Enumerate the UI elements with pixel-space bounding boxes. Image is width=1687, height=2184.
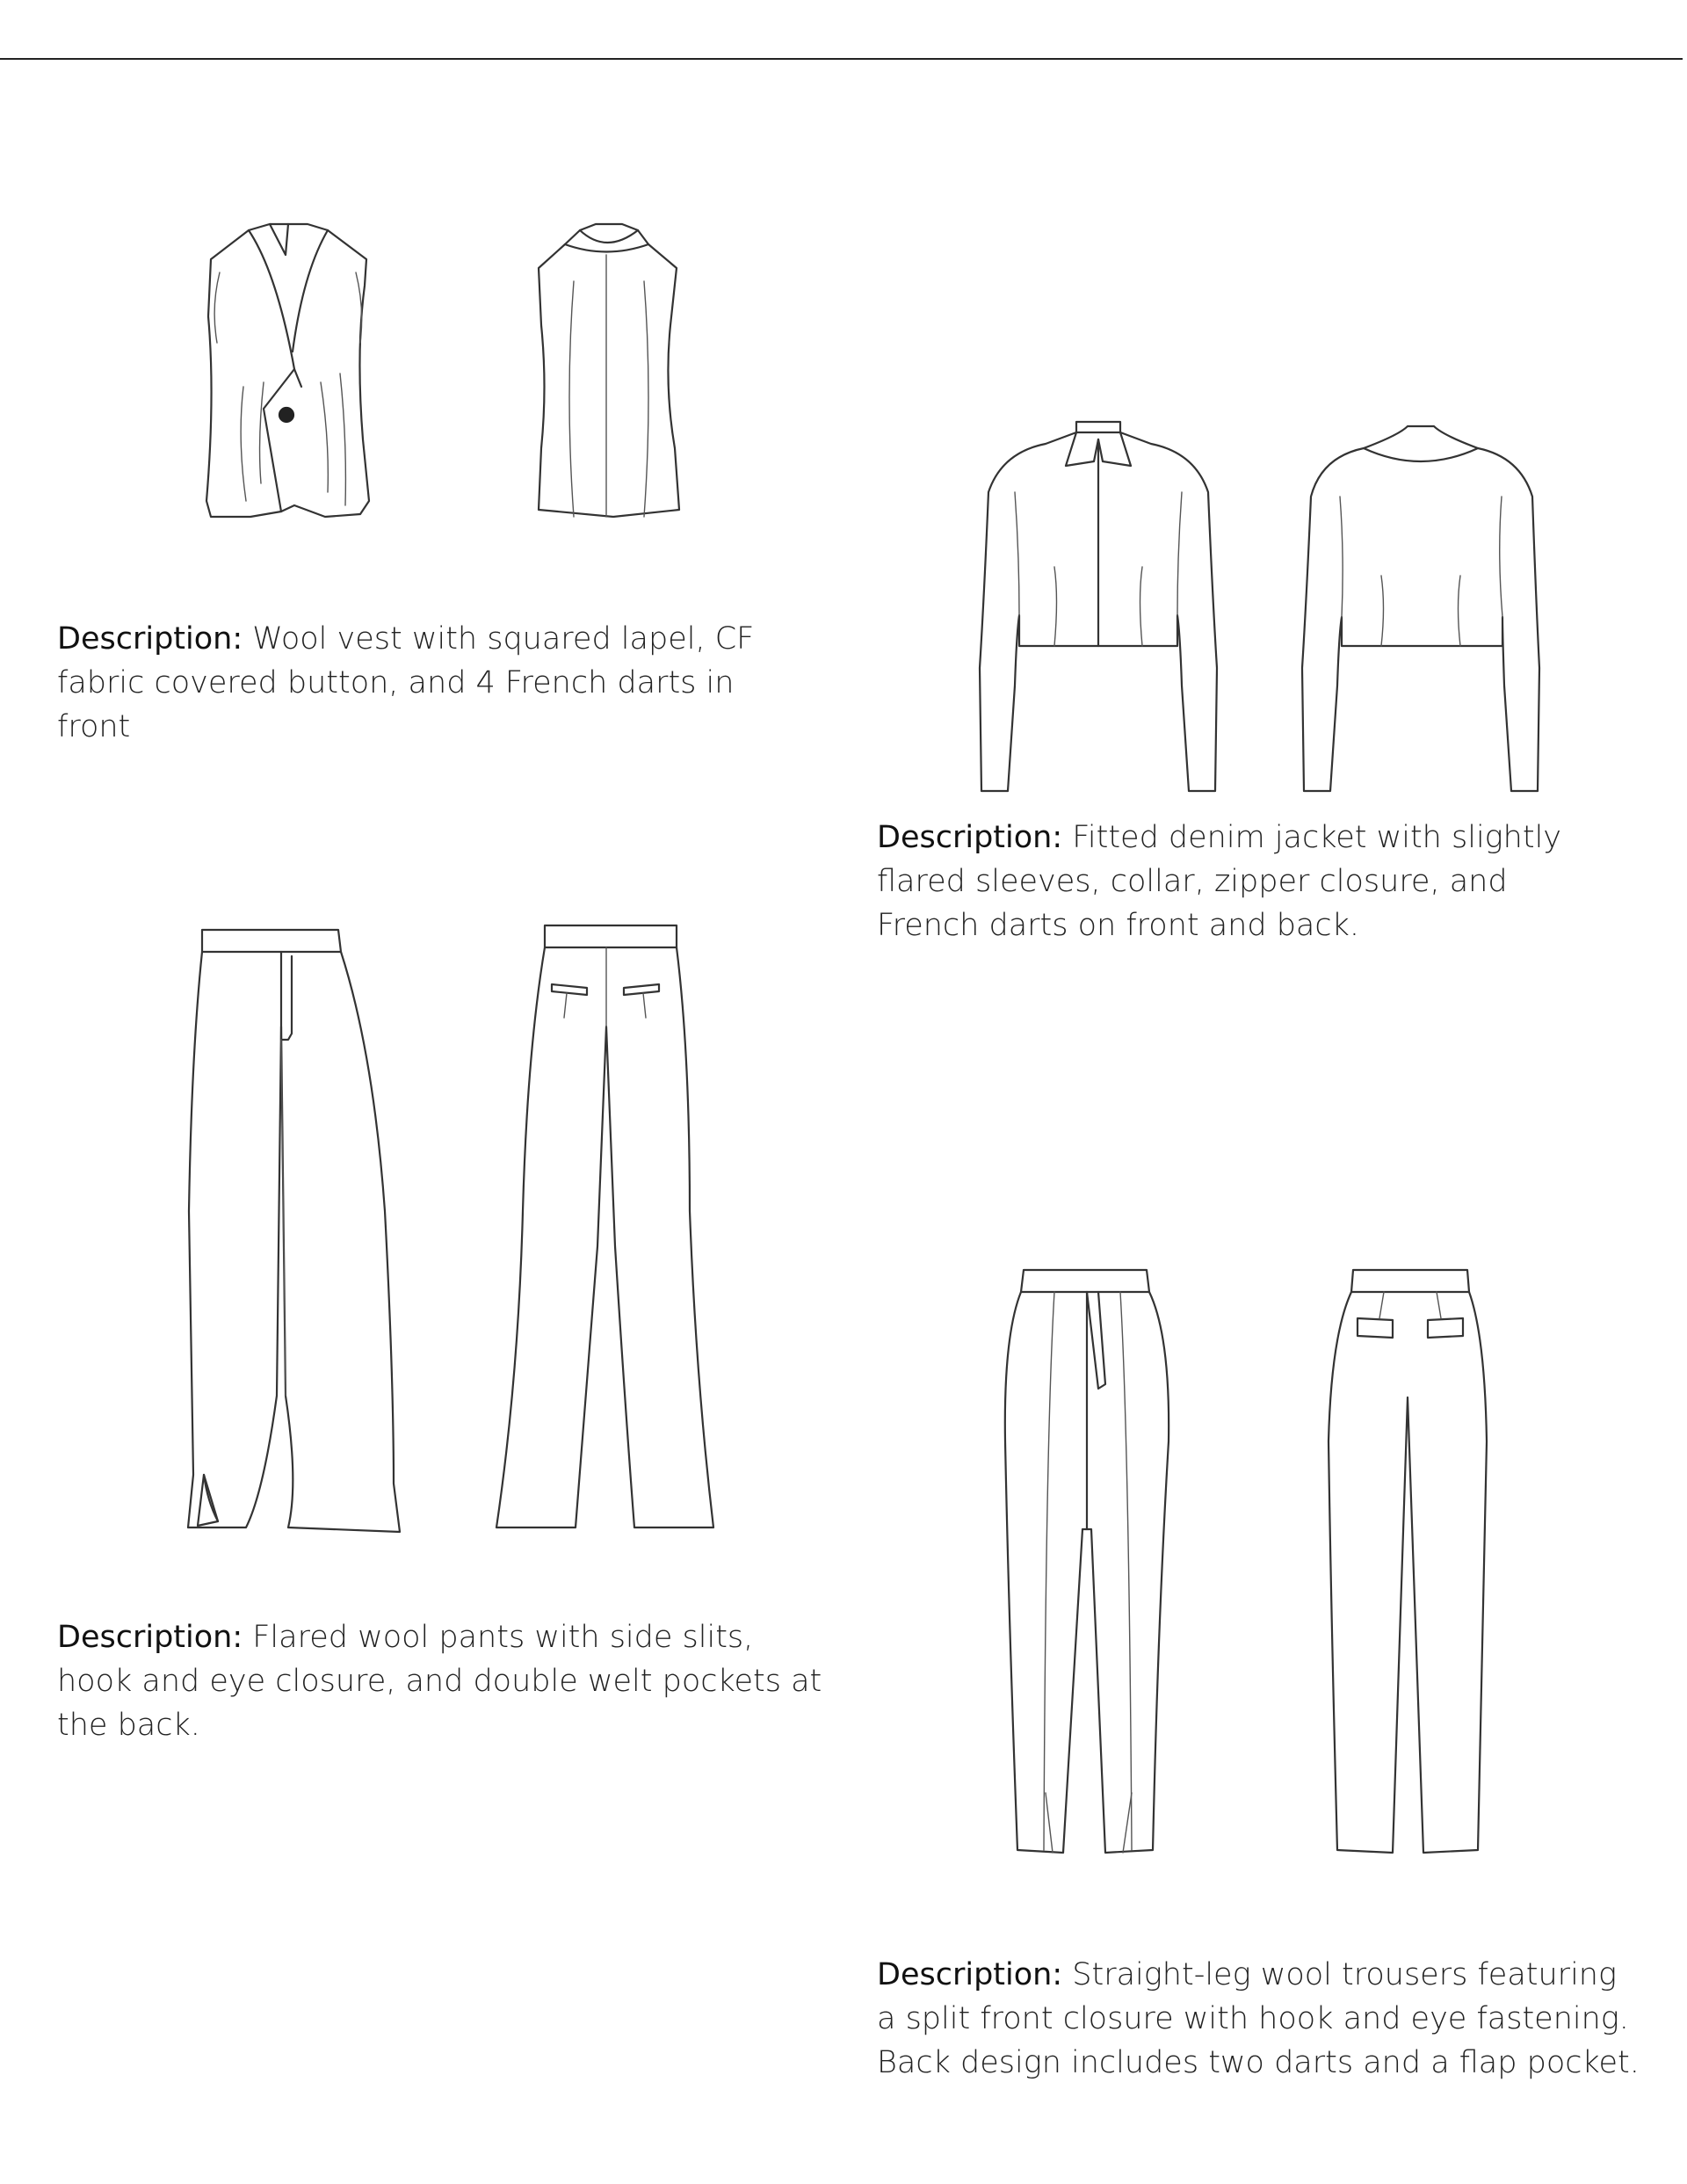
straight-trousers-back-sketch (1318, 1266, 1498, 1859)
vest-back-sketch (525, 220, 688, 523)
flared-pants-front-sketch (185, 921, 413, 1541)
jacket-description-text: Fitted denim jacket with slightly flared sleeves, collar, zipper closure, and French darts on front and back. (877, 820, 1562, 943)
vest-description-label: Description: (57, 621, 243, 657)
jacket-description-label: Description: (877, 820, 1063, 855)
straight-trousers-front-sketch (1002, 1266, 1173, 1859)
flared-pants-description-text: Flared wool pants with side slits, hook and eye closure, and double welt pockets at the back. (57, 1620, 822, 1743)
jacket-back-sketch (1302, 422, 1539, 795)
straight-trousers-description (877, 1953, 1641, 2085)
flared-pants-description-label: Description: (57, 1620, 243, 1655)
flared-pants-description (57, 1615, 830, 1747)
vest-description-text: Wool vest with squared lapel, CF fabric covered button, and 4 French darts in front (57, 621, 755, 744)
header-rule (0, 58, 1683, 60)
flared-pants-back-sketch (492, 921, 720, 1541)
vest-front-sketch (198, 220, 378, 523)
jacket-front-sketch (980, 422, 1217, 795)
vest-description (57, 617, 813, 749)
straight-trousers-description-label: Description: (877, 1957, 1063, 1992)
jacket-description (877, 816, 1580, 947)
straight-trousers-description-text: Straight-leg wool trousers featuring a split front closure with hook and eye fastening. Back design includes two darts and a flap pocket. (877, 1957, 1640, 2080)
